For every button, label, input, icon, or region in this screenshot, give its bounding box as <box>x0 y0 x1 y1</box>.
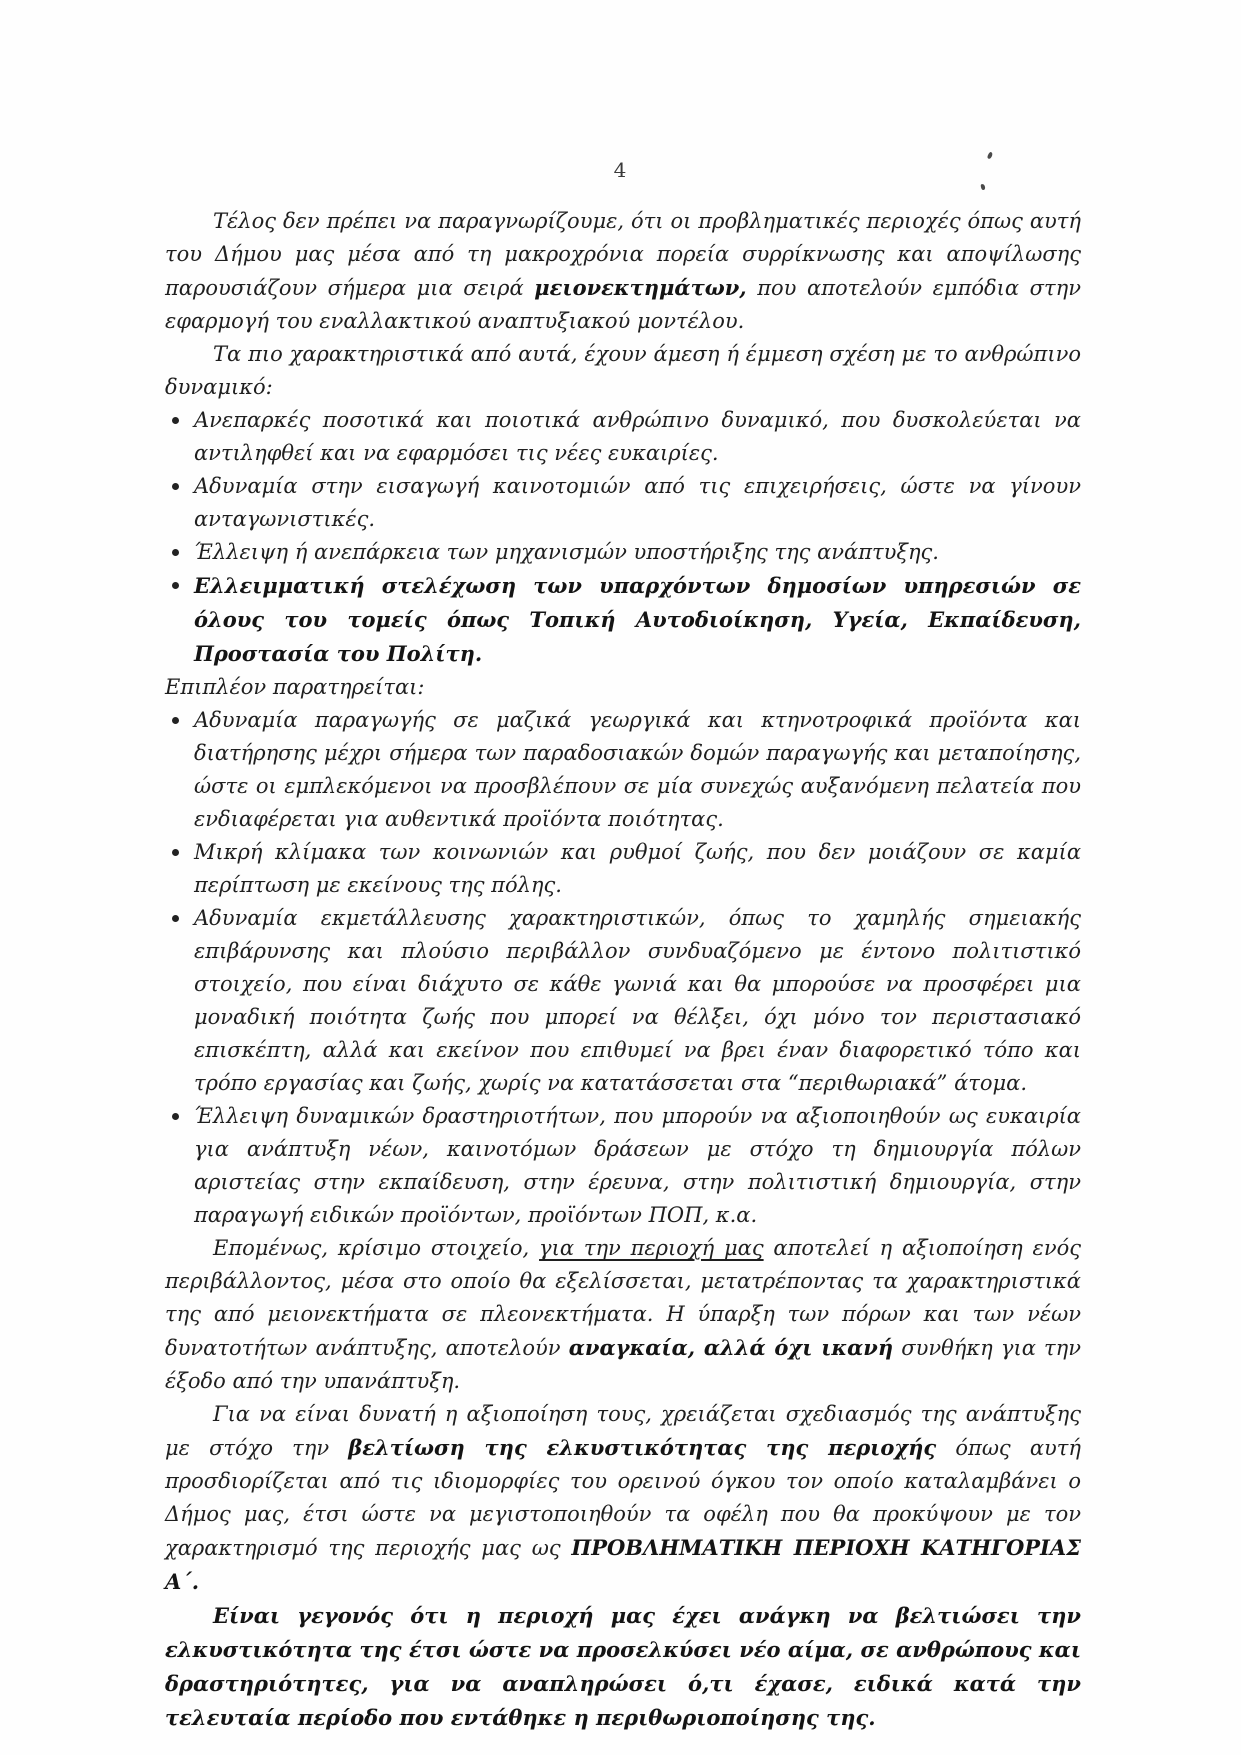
bullet-icon <box>172 849 179 856</box>
bullet-item <box>165 404 1081 470</box>
text-segment: που αποτελούν εμπόδια στην εφαρμογή του εναλλακτικού αναπτυξιακού μοντέλου. <box>165 276 1081 333</box>
bullet-icon <box>172 582 179 589</box>
bullet-icon <box>172 417 179 424</box>
bullet-icon <box>172 549 179 556</box>
text-segment: Τα πιο χαρακτηριστικά από αυτά, έχουν άμεση ή έμμεση σχέση με το ανθρώπινο δυναμικό: <box>165 342 1081 399</box>
bullet-item <box>165 470 1081 536</box>
text-segment: όπως αυτή προσδιορίζεται από τις ιδιομορφίες του ορεινού όγκου τον οποίο καταλαμβάνει ο Δήμος μας, έτσι ώστε να μεγιστοποιηθούν τα οφέλη που θα προκύψουν με τον χαρακτηρισμό της περιοχής μας ως <box>165 1436 1081 1560</box>
text-segment: Αδυναμία εκμετάλλευσης χαρακτηριστικών, όπως το χαμηλής σημειακής επιβάρυνσης και πλούσιο περιβάλλον συνδυαζόμενο με έντονο πολιτιστικό στοιχείο, που είναι διάχυτο σε κάθε γωνιά και θα μπορούσε να προσφέρει μια μοναδική ποιότητα ζωής που μπορεί να θέλξει, όχι μόνο τον περιστασιακό επισκέπτη, αλλά και εκείνον που επιθυμεί να βρει έναν διαφορετικό τόπο και τρόπο εργασίας και ζωής, χωρίς να κατατάσσεται στα “περιθωριακά” άτομα. <box>194 906 1081 1095</box>
paragraph <box>165 1398 1081 1599</box>
text-segment: για την περιοχή μας <box>539 1236 764 1260</box>
text-segment: αναγκαία, αλλά όχι ικανή <box>568 1335 894 1360</box>
paragraph <box>165 671 1081 704</box>
text-segment: Ελλειμματική στελέχωση των υπαρχόντων δημοσίων υπηρεσιών σε όλους του τομείς όπως Τοπική Αυτοδιοίκηση, Υγεία, Εκπαίδευση, Προστασία του Πολίτη. <box>194 573 1081 666</box>
text-segment: συνθήκη για την έξοδο από την υπανάπτυξη. <box>165 1336 1082 1393</box>
paragraph <box>165 1232 1081 1398</box>
bullet-icon <box>172 1113 179 1120</box>
bullet-item <box>165 1100 1081 1232</box>
text-segment: μειονεκτημάτων, <box>534 275 747 300</box>
bullet-icon <box>172 483 179 490</box>
text-segment: Τέλος δεν πρέπει να παραγνωρίζουμε, ότι οι προβληματικές περιοχές όπως αυτή του Δήμου μας μέσα από τη μακροχρόνια πορεία συρρίκνωσης και αποψίλωσης παρουσιάζουν σήμερα μια σειρά <box>165 209 1081 300</box>
text-segment: Αδυναμία στην εισαγωγή καινοτομιών από τις επιχειρήσεις, ώστε να γίνουν ανταγωνιστικές. <box>194 474 1081 531</box>
text-segment: Έλλειψη δυναμικών δραστηριοτήτων, που μπορούν να αξιοποιηθούν ως ευκαιρία για ανάπτυξη νέων, καινοτόμων δράσεων με στόχο τη δημιουργία πόλων αριστείας στην εκπαίδευση, στην έρευνα, στην πολιτιστική δημιουργία, στην παραγωγή ειδικών προϊόντων, προϊόντων ΠΟΠ, κ.α. <box>194 1104 1081 1227</box>
text-segment: βελτίωση της ελκυστικότητας της περιοχής <box>348 1435 937 1460</box>
bullet-icon <box>172 915 179 922</box>
paragraph <box>165 205 1081 338</box>
text-segment: Έλλειψη ή ανεπάρκεια των μηχανισμών υποστήριξης της ανάπτυξης. <box>194 540 939 564</box>
bullet-item <box>165 704 1081 836</box>
text-segment: Επιπλέον παρατηρείται: <box>165 675 425 699</box>
text-segment: Μικρή κλίμακα των κοινωνιών και ρυθμοί ζωής, που δεν μοιάζουν σε καμία περίπτωση με εκείνους της πόλης. <box>194 840 1081 897</box>
text-segment: Ανεπαρκές ποσοτικά και ποιοτικά ανθρώπινο δυναμικό, που δυσκολεύεται να αντιληφθεί και να εφαρμόσει τις νέες ευκαιρίες. <box>194 408 1081 465</box>
text-segment: Επομένως, κρίσιμο στοιχείο, <box>213 1236 540 1260</box>
bullet-item <box>165 836 1081 902</box>
text-segment: Είναι γεγονός ότι η περιοχή μας έχει ανάγκη να βελτιώσει την ελκυστικότητα της έτσι ώστε να προσελκύσει νέο αίμα, σε ανθρώπους και δραστηριότητες, για να αναπληρώσει ό,τι έχασε, ειδικά κατά την τελευταία περίοδο που εντάθηκε η περιθωριοποίησης της. <box>165 1603 1081 1730</box>
page-number: 4 <box>613 158 628 182</box>
paragraph <box>165 338 1081 404</box>
bullet-icon <box>172 717 179 724</box>
bullet-item <box>165 902 1081 1100</box>
scan-artifact <box>980 184 985 191</box>
bullet-item <box>165 569 1081 671</box>
paragraph <box>165 1599 1081 1735</box>
document-body <box>165 205 1081 1735</box>
text-segment: ΠΡΟΒΛΗΜΑΤΙΚΗ ΠΕΡΙΟΧΗ ΚΑΤΗΓΟΡΙΑΣ Α΄. <box>165 1535 1081 1594</box>
text-segment: Για να είναι δυνατή η αξιοποίηση τους, χρειάζεται σχεδιασμός της ανάπτυξης με στόχο την <box>165 1402 1081 1460</box>
text-segment: αποτελεί η αξιοποίηση ενός περιβάλλοντος, μέσα στο οποίο θα εξελίσσεται, μετατρέποντας τα χαρακτηριστικά της από μειονεκτήματα σε πλεονεκτήματα. Η ύπαρξη των πόρων και των νέων δυνατοτήτων ανάπτυξης, αποτελούν <box>165 1236 1081 1360</box>
bullet-item <box>165 536 1081 569</box>
text-segment: Αδυναμία παραγωγής σε μαζικά γεωργικά και κτηνοτροφικά προϊόντα και διατήρησης μέχρι σήμερα των παραδοσιακών δομών παραγωγής και μεταποίησης, ώστε οι εμπλεκόμενοι να προσβλέπουν σε μία συνεχώς αυξανόμενη πελατεία που ενδιαφέρεται για αυθεντικά προϊόντα ποιότητας. <box>194 708 1081 831</box>
